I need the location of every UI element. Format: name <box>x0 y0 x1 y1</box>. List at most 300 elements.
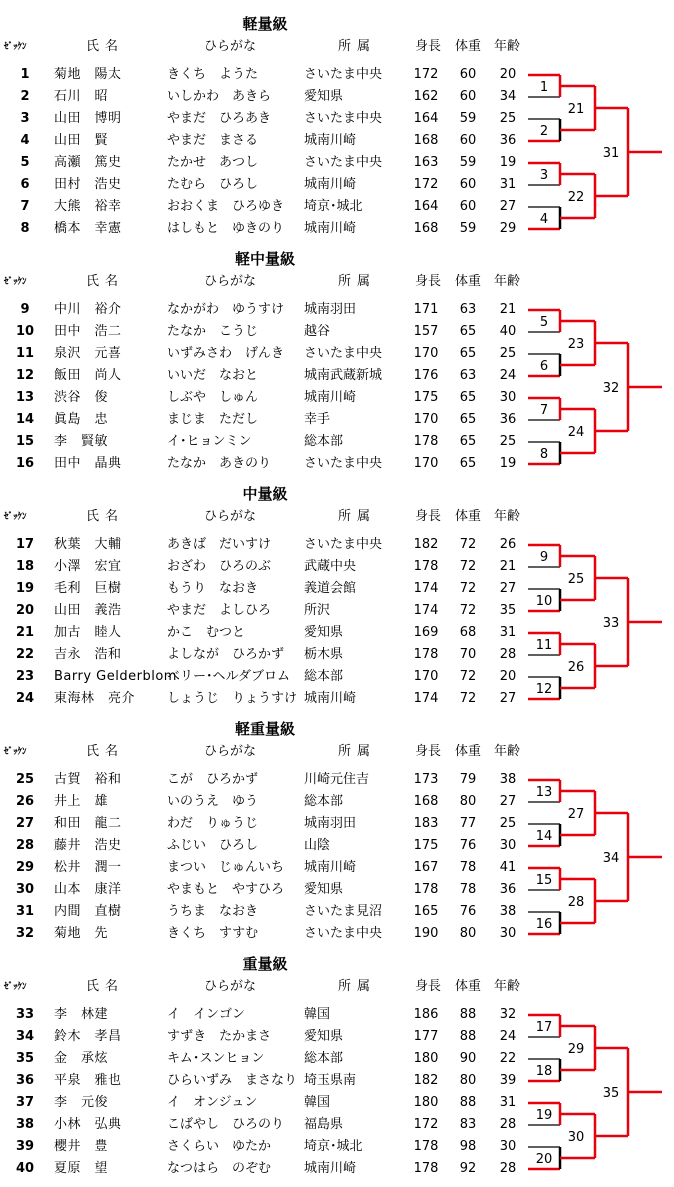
player-name: 中川 裕介 <box>54 302 122 317</box>
player-height: 165 <box>413 904 439 919</box>
player-height: 173 <box>413 772 439 787</box>
player-name: 和田 龍二 <box>54 816 122 831</box>
player-affiliation: 韓国 <box>304 1007 331 1022</box>
match-number-label: 25 <box>567 572 585 587</box>
player-age: 25 <box>499 111 517 126</box>
player-height: 174 <box>413 603 439 618</box>
player-age: 36 <box>499 882 517 897</box>
player-number: 9 <box>20 302 30 317</box>
player-affiliation: 山陰 <box>304 838 331 853</box>
player-age: 28 <box>499 1117 517 1132</box>
bracket <box>520 763 674 943</box>
player-height: 162 <box>413 89 439 104</box>
player-kana: さくらい ゆたか <box>167 1139 272 1154</box>
player-age: 31 <box>499 625 517 640</box>
bracket <box>520 293 674 473</box>
player-row <box>0 813 530 835</box>
player-number: 16 <box>15 456 35 471</box>
header-height: 身長 <box>415 274 442 289</box>
bracket <box>520 58 674 238</box>
header-height: 身長 <box>415 979 442 994</box>
player-weight: 72 <box>459 537 477 552</box>
player-affiliation: さいたま中央 <box>304 346 383 361</box>
player-number: 23 <box>15 669 35 684</box>
player-affiliation: さいたま中央 <box>304 456 383 471</box>
player-name: 飯田 尚人 <box>54 368 122 383</box>
player-weight: 63 <box>459 368 477 383</box>
player-affiliation: 総本部 <box>304 794 344 809</box>
match-number-label: 4 <box>539 212 549 227</box>
player-number: 5 <box>20 155 30 170</box>
player-number: 2 <box>20 89 30 104</box>
player-age: 30 <box>499 1139 517 1154</box>
player-row <box>0 622 530 644</box>
header-affiliation: 所属 <box>338 979 377 994</box>
player-height: 174 <box>413 581 439 596</box>
match-number-label: 29 <box>567 1042 585 1057</box>
player-affiliation: 城南羽田 <box>304 816 357 831</box>
player-affiliation: 福島県 <box>304 1117 344 1132</box>
player-age: 28 <box>499 647 517 662</box>
player-height: 177 <box>413 1029 439 1044</box>
player-name: 田中 浩二 <box>54 324 122 339</box>
final-match-label: 34 <box>602 851 620 866</box>
player-kana: あきば だいすけ <box>167 537 272 552</box>
player-kana: きくち ようた <box>167 67 259 82</box>
header-name: 氏名 <box>86 39 125 54</box>
player-height: 172 <box>413 1117 439 1132</box>
player-age: 21 <box>499 302 517 317</box>
player-row <box>0 1026 530 1048</box>
player-weight: 65 <box>459 346 477 361</box>
player-age: 26 <box>499 537 517 552</box>
player-height: 163 <box>413 155 439 170</box>
match-number-label: 9 <box>539 550 549 565</box>
player-height: 176 <box>413 368 439 383</box>
player-kana: たなか こうじ <box>167 324 259 339</box>
player-affiliation: さいたま中央 <box>304 111 383 126</box>
player-kana: かこ むつと <box>167 625 246 640</box>
player-weight: 72 <box>459 691 477 706</box>
player-weight: 83 <box>459 1117 477 1132</box>
player-weight: 59 <box>459 155 477 170</box>
division-section <box>0 14 674 244</box>
player-affiliation: 城南川崎 <box>304 1161 357 1176</box>
header-weight: 体重 <box>455 274 482 289</box>
player-row <box>0 1158 530 1180</box>
player-weight: 79 <box>459 772 477 787</box>
header-weight: 体重 <box>455 744 482 759</box>
player-name: 東海林 亮介 <box>54 691 136 706</box>
player-row <box>0 1114 530 1136</box>
bracket <box>520 998 674 1178</box>
player-weight: 90 <box>459 1051 477 1066</box>
player-number: 15 <box>15 434 35 449</box>
player-kana: いずみさわ げんき <box>167 346 285 361</box>
match-number-label: 15 <box>535 873 553 888</box>
player-number: 14 <box>15 412 35 427</box>
player-weight: 76 <box>459 838 477 853</box>
player-name: 小澤 宏宜 <box>54 559 122 574</box>
player-row <box>0 299 530 321</box>
player-row <box>0 666 530 688</box>
player-age: 30 <box>499 838 517 853</box>
player-kana: たむら ひろし <box>167 177 259 192</box>
match-number-label: 5 <box>539 315 549 330</box>
header-height: 身長 <box>415 39 442 54</box>
player-age: 25 <box>499 434 517 449</box>
player-affiliation: 愛知県 <box>304 625 344 640</box>
player-name: 平泉 雅也 <box>54 1073 122 1088</box>
player-affiliation: 城南川崎 <box>304 691 357 706</box>
player-age: 34 <box>499 89 517 104</box>
player-weight: 60 <box>459 199 477 214</box>
player-height: 169 <box>413 625 439 640</box>
player-height: 186 <box>413 1007 439 1022</box>
player-age: 19 <box>499 155 517 170</box>
player-row <box>0 901 530 923</box>
player-kana: わだ りゅうじ <box>167 816 259 831</box>
player-affiliation: 武蔵中央 <box>304 559 357 574</box>
player-weight: 70 <box>459 647 477 662</box>
division-title: 軽重量級 <box>234 720 295 738</box>
player-name: 小林 弘典 <box>54 1117 122 1132</box>
player-age: 35 <box>499 603 517 618</box>
player-affiliation: 城南川崎 <box>304 390 357 405</box>
player-name: 鈴木 孝昌 <box>54 1029 122 1044</box>
player-height: 172 <box>413 177 439 192</box>
player-number: 21 <box>15 625 35 640</box>
player-kana: たかせ あつし <box>167 155 259 170</box>
player-affiliation: 韓国 <box>304 1095 331 1110</box>
player-row <box>0 196 530 218</box>
player-weight: 92 <box>459 1161 477 1176</box>
header-name: 氏名 <box>86 744 125 759</box>
player-age: 24 <box>499 1029 517 1044</box>
player-height: 182 <box>413 537 439 552</box>
player-weight: 65 <box>459 412 477 427</box>
header-kana: ひらがな <box>204 509 257 524</box>
match-number-label: 30 <box>567 1130 585 1145</box>
match-number-label: 20 <box>535 1152 553 1167</box>
player-name: 石川 昭 <box>54 89 109 104</box>
player-age: 22 <box>499 1051 517 1066</box>
player-kana: ベリー･ヘルダブロム <box>167 669 290 684</box>
player-number: 32 <box>15 926 35 941</box>
player-number: 24 <box>15 691 35 706</box>
header-name: 氏名 <box>86 979 125 994</box>
player-affiliation: 栃木県 <box>304 647 344 662</box>
player-row <box>0 152 530 174</box>
player-number: 17 <box>15 537 35 552</box>
player-height: 190 <box>413 926 439 941</box>
player-row <box>0 1048 530 1070</box>
player-row <box>0 857 530 879</box>
player-kana: こばやし ひろのり <box>167 1117 285 1132</box>
match-number-label: 13 <box>535 785 553 800</box>
player-age: 20 <box>499 669 517 684</box>
player-height: 170 <box>413 412 439 427</box>
header-weight: 体重 <box>455 979 482 994</box>
player-age: 36 <box>499 412 517 427</box>
match-number-label: 23 <box>567 337 585 352</box>
player-affiliation: 総本部 <box>304 434 344 449</box>
player-name: 毛利 巨樹 <box>54 581 122 596</box>
player-kana: いしかわ あきら <box>167 89 272 104</box>
player-kana: もうり なおき <box>167 581 259 596</box>
player-age: 19 <box>499 456 517 471</box>
player-name: 田中 晶典 <box>54 456 122 471</box>
match-number-label: 26 <box>567 660 585 675</box>
player-name: 菊地 先 <box>54 926 109 941</box>
player-weight: 78 <box>459 860 477 875</box>
player-row <box>0 769 530 791</box>
player-height: 172 <box>413 67 439 82</box>
player-row <box>0 431 530 453</box>
player-weight: 80 <box>459 926 477 941</box>
player-age: 21 <box>499 559 517 574</box>
player-weight: 65 <box>459 456 477 471</box>
player-number: 4 <box>20 133 30 148</box>
player-name: 李 賢敏 <box>54 434 109 449</box>
player-number: 6 <box>20 177 30 192</box>
header-kana: ひらがな <box>204 39 257 54</box>
player-kana: やまもと やすひろ <box>167 882 285 897</box>
header-kana: ひらがな <box>204 979 257 994</box>
player-name: 山田 義浩 <box>54 603 122 618</box>
match-number-label: 14 <box>535 829 553 844</box>
player-kana: キム･スンヒョン <box>167 1051 265 1066</box>
player-age: 24 <box>499 368 517 383</box>
division-title: 重量級 <box>242 955 288 973</box>
player-affiliation: 義道会館 <box>304 581 357 596</box>
player-kana: おおくま ひろゆき <box>167 199 285 214</box>
player-affiliation: 城南川崎 <box>304 221 357 236</box>
player-row <box>0 365 530 387</box>
match-number-label: 27 <box>567 807 585 822</box>
player-name: Barry Gelderblom <box>54 669 177 684</box>
column-header-row <box>0 273 530 291</box>
player-row <box>0 1070 530 1092</box>
player-kana: うちま なおき <box>167 904 259 919</box>
player-height: 175 <box>413 390 439 405</box>
player-age: 30 <box>499 390 517 405</box>
player-weight: 76 <box>459 904 477 919</box>
player-row <box>0 791 530 813</box>
player-height: 178 <box>413 559 439 574</box>
match-number-label: 24 <box>567 425 585 440</box>
player-number: 12 <box>15 368 35 383</box>
player-weight: 72 <box>459 559 477 574</box>
player-row <box>0 343 530 365</box>
division-title: 中量級 <box>242 485 288 503</box>
header-name: 氏名 <box>86 509 125 524</box>
player-kana: ふじい ひろし <box>167 838 259 853</box>
player-weight: 72 <box>459 603 477 618</box>
player-kana: イ オンジュン <box>167 1095 258 1110</box>
player-affiliation: 城南川崎 <box>304 133 357 148</box>
player-number: 26 <box>15 794 35 809</box>
player-number: 13 <box>15 390 35 405</box>
player-kana: なつはら のぞむ <box>167 1161 272 1176</box>
player-name: 渋谷 俊 <box>54 390 109 405</box>
player-affiliation: 愛知県 <box>304 1029 344 1044</box>
player-row <box>0 409 530 431</box>
player-affiliation: 幸手 <box>304 412 331 427</box>
header-age: 年齢 <box>494 979 521 994</box>
player-row <box>0 688 530 710</box>
player-row <box>0 453 530 475</box>
player-kana: すずき たかまさ <box>167 1029 272 1044</box>
player-height: 167 <box>413 860 439 875</box>
player-kana: イ･ヒョンミン <box>167 434 252 449</box>
player-number: 35 <box>15 1051 35 1066</box>
player-weight: 88 <box>459 1029 477 1044</box>
player-name: 吉永 浩和 <box>54 647 122 662</box>
header-height: 身長 <box>415 744 442 759</box>
player-number: 30 <box>15 882 35 897</box>
player-number: 29 <box>15 860 35 875</box>
player-name: 菊地 陽太 <box>54 67 122 82</box>
header-zekken: ｾﾞｯｹﾝ <box>4 512 27 522</box>
player-number: 36 <box>15 1073 35 1088</box>
player-affiliation: 総本部 <box>304 1051 344 1066</box>
player-height: 164 <box>413 111 439 126</box>
player-weight: 60 <box>459 89 477 104</box>
player-weight: 59 <box>459 111 477 126</box>
player-row <box>0 534 530 556</box>
player-weight: 88 <box>459 1007 477 1022</box>
match-number-label: 22 <box>567 190 585 205</box>
player-name: 古賀 裕和 <box>54 772 122 787</box>
player-affiliation: 愛知県 <box>304 882 344 897</box>
player-affiliation: 埼京･城北 <box>304 1139 363 1154</box>
player-name: 藤井 浩史 <box>54 838 122 853</box>
player-kana: しょうじ りょうすけ <box>167 691 298 706</box>
header-height: 身長 <box>415 509 442 524</box>
player-weight: 88 <box>459 1095 477 1110</box>
header-kana: ひらがな <box>204 274 257 289</box>
player-affiliation: 川崎元住吉 <box>304 772 370 787</box>
player-height: 164 <box>413 199 439 214</box>
player-age: 41 <box>499 860 517 875</box>
player-age: 31 <box>499 177 517 192</box>
player-age: 25 <box>499 346 517 361</box>
player-age: 32 <box>499 1007 517 1022</box>
player-name: 松井 潤一 <box>54 860 122 875</box>
player-height: 178 <box>413 434 439 449</box>
division-section <box>0 249 674 479</box>
match-number-label: 17 <box>535 1020 553 1035</box>
player-weight: 98 <box>459 1139 477 1154</box>
player-row <box>0 218 530 240</box>
player-height: 174 <box>413 691 439 706</box>
match-number-label: 21 <box>567 102 585 117</box>
player-affiliation: さいたま中央 <box>304 926 383 941</box>
player-name: 田村 浩史 <box>54 177 122 192</box>
final-match-label: 32 <box>602 381 620 396</box>
player-row <box>0 321 530 343</box>
player-height: 175 <box>413 838 439 853</box>
player-weight: 78 <box>459 882 477 897</box>
player-kana: しぶや しゅん <box>167 390 259 405</box>
player-kana: まつい じゅんいち <box>167 860 285 875</box>
player-name: 山本 康洋 <box>54 882 122 897</box>
player-number: 11 <box>15 346 35 361</box>
player-affiliation: 城南羽田 <box>304 302 357 317</box>
player-age: 38 <box>499 904 517 919</box>
player-weight: 59 <box>459 221 477 236</box>
player-kana: ひらいずみ まさなり <box>167 1073 298 1088</box>
player-age: 20 <box>499 67 517 82</box>
header-age: 年齢 <box>494 274 521 289</box>
header-zekken: ｾﾞｯｹﾝ <box>4 277 27 287</box>
player-height: 180 <box>413 1051 439 1066</box>
player-name: 橋本 幸憲 <box>54 221 122 236</box>
player-height: 168 <box>413 221 439 236</box>
player-affiliation: 越谷 <box>304 324 331 339</box>
player-kana: いのうえ ゆう <box>167 794 259 809</box>
player-number: 1 <box>20 67 30 82</box>
match-number-label: 19 <box>535 1108 553 1123</box>
player-kana: やまだ ひろあき <box>167 111 272 126</box>
player-affiliation: 城南川崎 <box>304 177 357 192</box>
header-affiliation: 所属 <box>338 274 377 289</box>
player-name: 内間 直樹 <box>54 904 122 919</box>
player-number: 38 <box>15 1117 35 1132</box>
player-weight: 68 <box>459 625 477 640</box>
player-age: 27 <box>499 691 517 706</box>
player-number: 25 <box>15 772 35 787</box>
player-name: 泉沢 元喜 <box>54 346 122 361</box>
player-height: 178 <box>413 1161 439 1176</box>
player-row <box>0 1004 530 1026</box>
player-affiliation: 城南武蔵新城 <box>304 368 383 383</box>
player-weight: 80 <box>459 1073 477 1088</box>
player-number: 28 <box>15 838 35 853</box>
player-height: 170 <box>413 669 439 684</box>
player-name: 井上 雄 <box>54 794 109 809</box>
player-row <box>0 644 530 666</box>
match-number-label: 16 <box>535 917 553 932</box>
player-kana: いいだ なおと <box>167 368 259 383</box>
player-number: 27 <box>15 816 35 831</box>
player-age: 30 <box>499 926 517 941</box>
header-zekken: ｾﾞｯｹﾝ <box>4 42 27 52</box>
player-height: 170 <box>413 456 439 471</box>
header-age: 年齢 <box>494 509 521 524</box>
player-name: 夏原 望 <box>54 1161 109 1176</box>
player-number: 39 <box>15 1139 35 1154</box>
player-affiliation: 所沢 <box>304 603 331 618</box>
player-kana: イ インゴン <box>167 1007 246 1022</box>
player-name: 大熊 裕幸 <box>54 199 122 214</box>
player-number: 22 <box>15 647 35 662</box>
header-weight: 体重 <box>455 39 482 54</box>
final-match-label: 33 <box>602 616 620 631</box>
player-age: 27 <box>499 199 517 214</box>
player-affiliation: さいたま中央 <box>304 155 383 170</box>
player-height: 170 <box>413 346 439 361</box>
player-row <box>0 879 530 901</box>
player-kana: やまだ よしひろ <box>167 603 272 618</box>
match-number-label: 7 <box>539 403 549 418</box>
header-zekken: ｾﾞｯｹﾝ <box>4 982 27 992</box>
match-number-label: 1 <box>539 80 549 95</box>
player-affiliation: 愛知県 <box>304 89 344 104</box>
match-number-label: 18 <box>535 1064 553 1079</box>
player-number: 18 <box>15 559 35 574</box>
